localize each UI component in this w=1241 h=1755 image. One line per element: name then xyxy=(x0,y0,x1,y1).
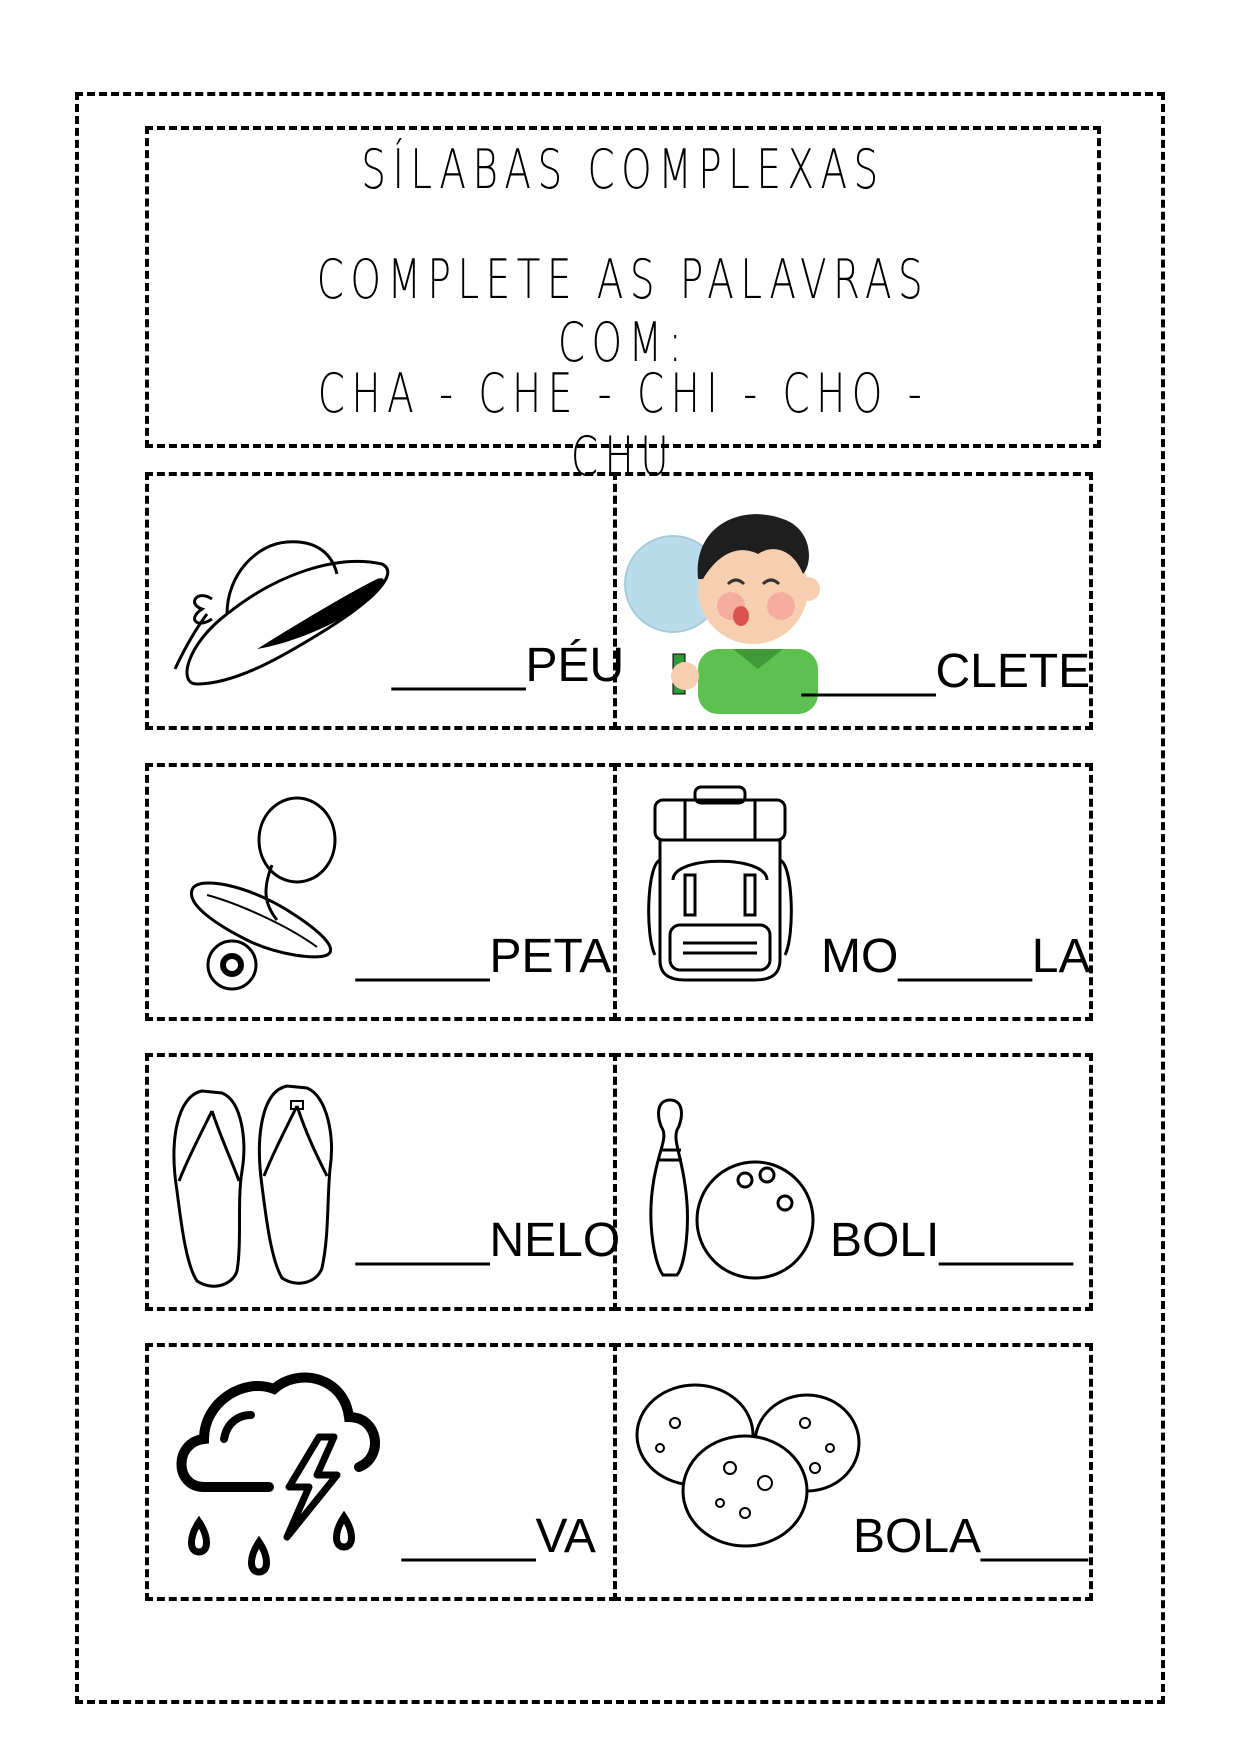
pacifier-icon xyxy=(187,795,347,995)
exercise-card-8 xyxy=(613,1343,1093,1601)
exercise-card-3 xyxy=(145,763,617,1021)
exercise-word: MO_____LA xyxy=(821,930,1091,983)
exercise-word: BOLA____ xyxy=(853,1510,1088,1563)
exercise-card-2 xyxy=(613,472,1093,730)
exercise-word: _____NELO xyxy=(356,1214,621,1267)
flip-flops-icon xyxy=(167,1081,347,1291)
exercise-card-5 xyxy=(145,1053,621,1311)
bowling-icon xyxy=(645,1095,815,1285)
backpack-icon xyxy=(645,785,795,985)
exercise-word: _____PETA xyxy=(356,930,612,983)
cookies-icon xyxy=(635,1373,855,1553)
hat-icon xyxy=(167,534,397,694)
exercise-word: BOLI_____ xyxy=(830,1214,1073,1267)
exercise-word: _____CLETE xyxy=(802,645,1091,698)
exercise-word: _____VA xyxy=(402,1510,596,1563)
boy-chewing-gum-icon xyxy=(623,504,823,714)
exercise-word: _____PÉU xyxy=(392,639,625,692)
exercise-card-4 xyxy=(613,763,1093,1021)
worksheet-title: SÍLABAS COMPLEXAS xyxy=(361,138,885,201)
storm-cloud-icon xyxy=(169,1367,389,1587)
exercise-card-6 xyxy=(613,1053,1093,1311)
instruction-text: COMPLETE AS PALAVRAS COM: xyxy=(316,248,930,374)
header-box xyxy=(145,126,1101,488)
syllables-list: CHA - CHE - CHI - CHO -CHU xyxy=(317,362,929,488)
exercise-card-1 xyxy=(145,472,625,730)
exercise-card-7 xyxy=(145,1343,617,1601)
